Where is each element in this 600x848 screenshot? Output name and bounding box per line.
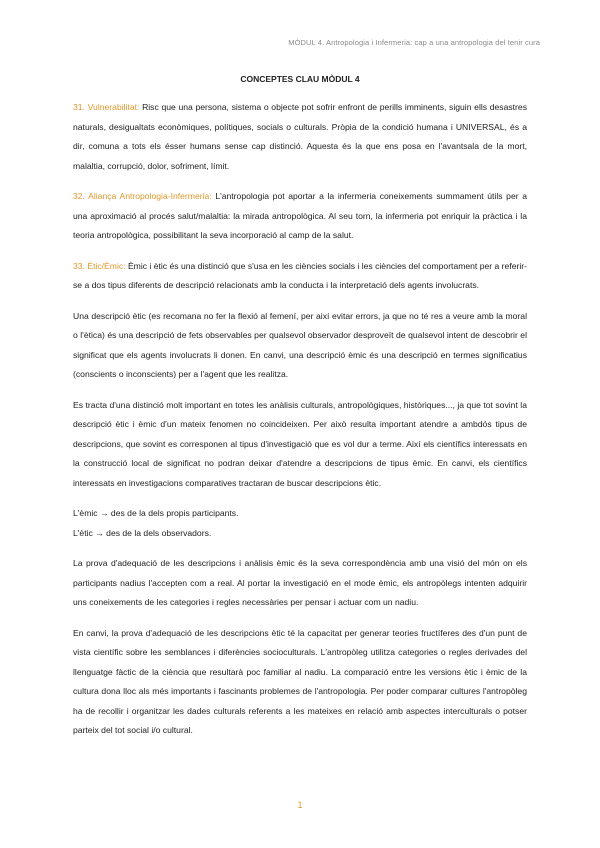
- term-etic-emic: [73, 257, 527, 296]
- document-body: [73, 98, 527, 752]
- term-name: Vulnerabilitat:: [87, 102, 140, 112]
- body-paragraph: En canvi, la prova d'adequació de les descripcions ètic té la capacitat per generar teories fructíferes des d'un punt de vista científic sobre les semblances i diferències socioculturals. L'antropòleg utilitza categories o regles derivades del llenguatge fàctic de la ciència que resultarà poc familiar al nadiu. La comparació entre les versions ètic i èmic de la cultura dona lloc als més importants i fascinants problemes de l'antropologia. Per poder comparar cultures l'antropòleg ha de recollir i organitzar les dades culturals referents a les mateixes en relació amb aspectes interculturals o potser parteix del tot social i/o cultural.: [73, 627, 527, 735]
- term-name: Ètic/Èmic:: [87, 260, 126, 271]
- term-definition: Èmic i ètic és una distinció que s'usa en les ciències socials i les ciències del comportament per a referir-se a dos tipus diferents de descripció relacionats amb la conducta i la interpretació dels agents involucrats.: [73, 260, 527, 290]
- body-paragraph: Es tracta d'una distinció molt important en totes les anàlisis culturals, antropològiques, històriques..., ja que tot sovint la descripció ètic i èmic d'un mateix fenomen no coincideixen. Per això resulta important atendre a ambdós tipus de descripcions, que sovint es corresponen al tipus d'investigació que es vol dur a terme. Així els científics interessats en la construcció local de significat no podran deixar d'atendre a descripcions de tipus èmic. En canvi, els científics interessats en investigacions comparatives tractaran de buscar descripcions ètic.: [73, 399, 527, 488]
- etic-line: L'ètic → des de la dels observadors.: [73, 527, 212, 538]
- body-paragraph: Una descripció ètic (es recomana no fer la flexió al femení, per així evitar errors, ja que no té res a veure amb la moral o l'ètica) és una descripció de fets observables per qualsevol observador desproveït de qualsevol intent de descobrir el significat que els agents involucrats li donen. En canvi, una descripció èmic és una descripció en termes significatius (conscients o inconscients) per a l'agent que les realitza.: [73, 310, 527, 379]
- term-alianca: [73, 187, 527, 246]
- emic-line: L'èmic → des de la dels propis participants.: [73, 508, 239, 518]
- term-definition: Risc que una persona, sistema o objecte pot sofrir enfront de perills imminents, siguin ells desastres naturals, desigualtats econòmiques, polítiques, socials o culturals. Pròpia de la condició humana i UNIVERSAL, és a dir, comuna a tots els ésser humans sense cap distinció. Aquesta és la que ens posa en l'avantsala de la mort, malaltia, corrupció, dolor, sofriment, límit.: [73, 102, 527, 171]
- term-vulnerabilitat: [73, 98, 527, 176]
- running-header: MÒDUL 4. Antropologia i Infermeria: cap a una antropologia del tenir cura: [288, 38, 540, 47]
- term-number: 31.: [73, 102, 85, 112]
- term-number: 32.: [73, 191, 85, 201]
- page-number: 1: [297, 800, 303, 810]
- body-paragraph: La prova d'adequació de les descripcions i anàlisis èmic és la seva correspondència amb una visió del món on els participants nadius l'accepten com a real. Al portar la investigació en el mode èmic, els antropòlegs intenten adquirir uns coneixements de les categories i regles necessàries per pensar i actuar com un nadiu.: [73, 558, 527, 607]
- term-definition: L'antropologia pot aportar a la infermeria coneixements summament útils per a una aproximació al procés salut/malaltia: la mirada antropològica. Al seu torn, la infermeria pot enriquir la pràctica i la teoria antropològica, possibilitant la seva incorporació al camp de la salut.: [73, 191, 528, 240]
- term-name: Aliança Antropologia-Infermeria:: [88, 191, 212, 201]
- term-number: 33.: [73, 260, 85, 271]
- emic-etic-lines: [73, 504, 527, 543]
- document-title: CONCEPTES CLAU MÒDUL 4: [240, 74, 360, 84]
